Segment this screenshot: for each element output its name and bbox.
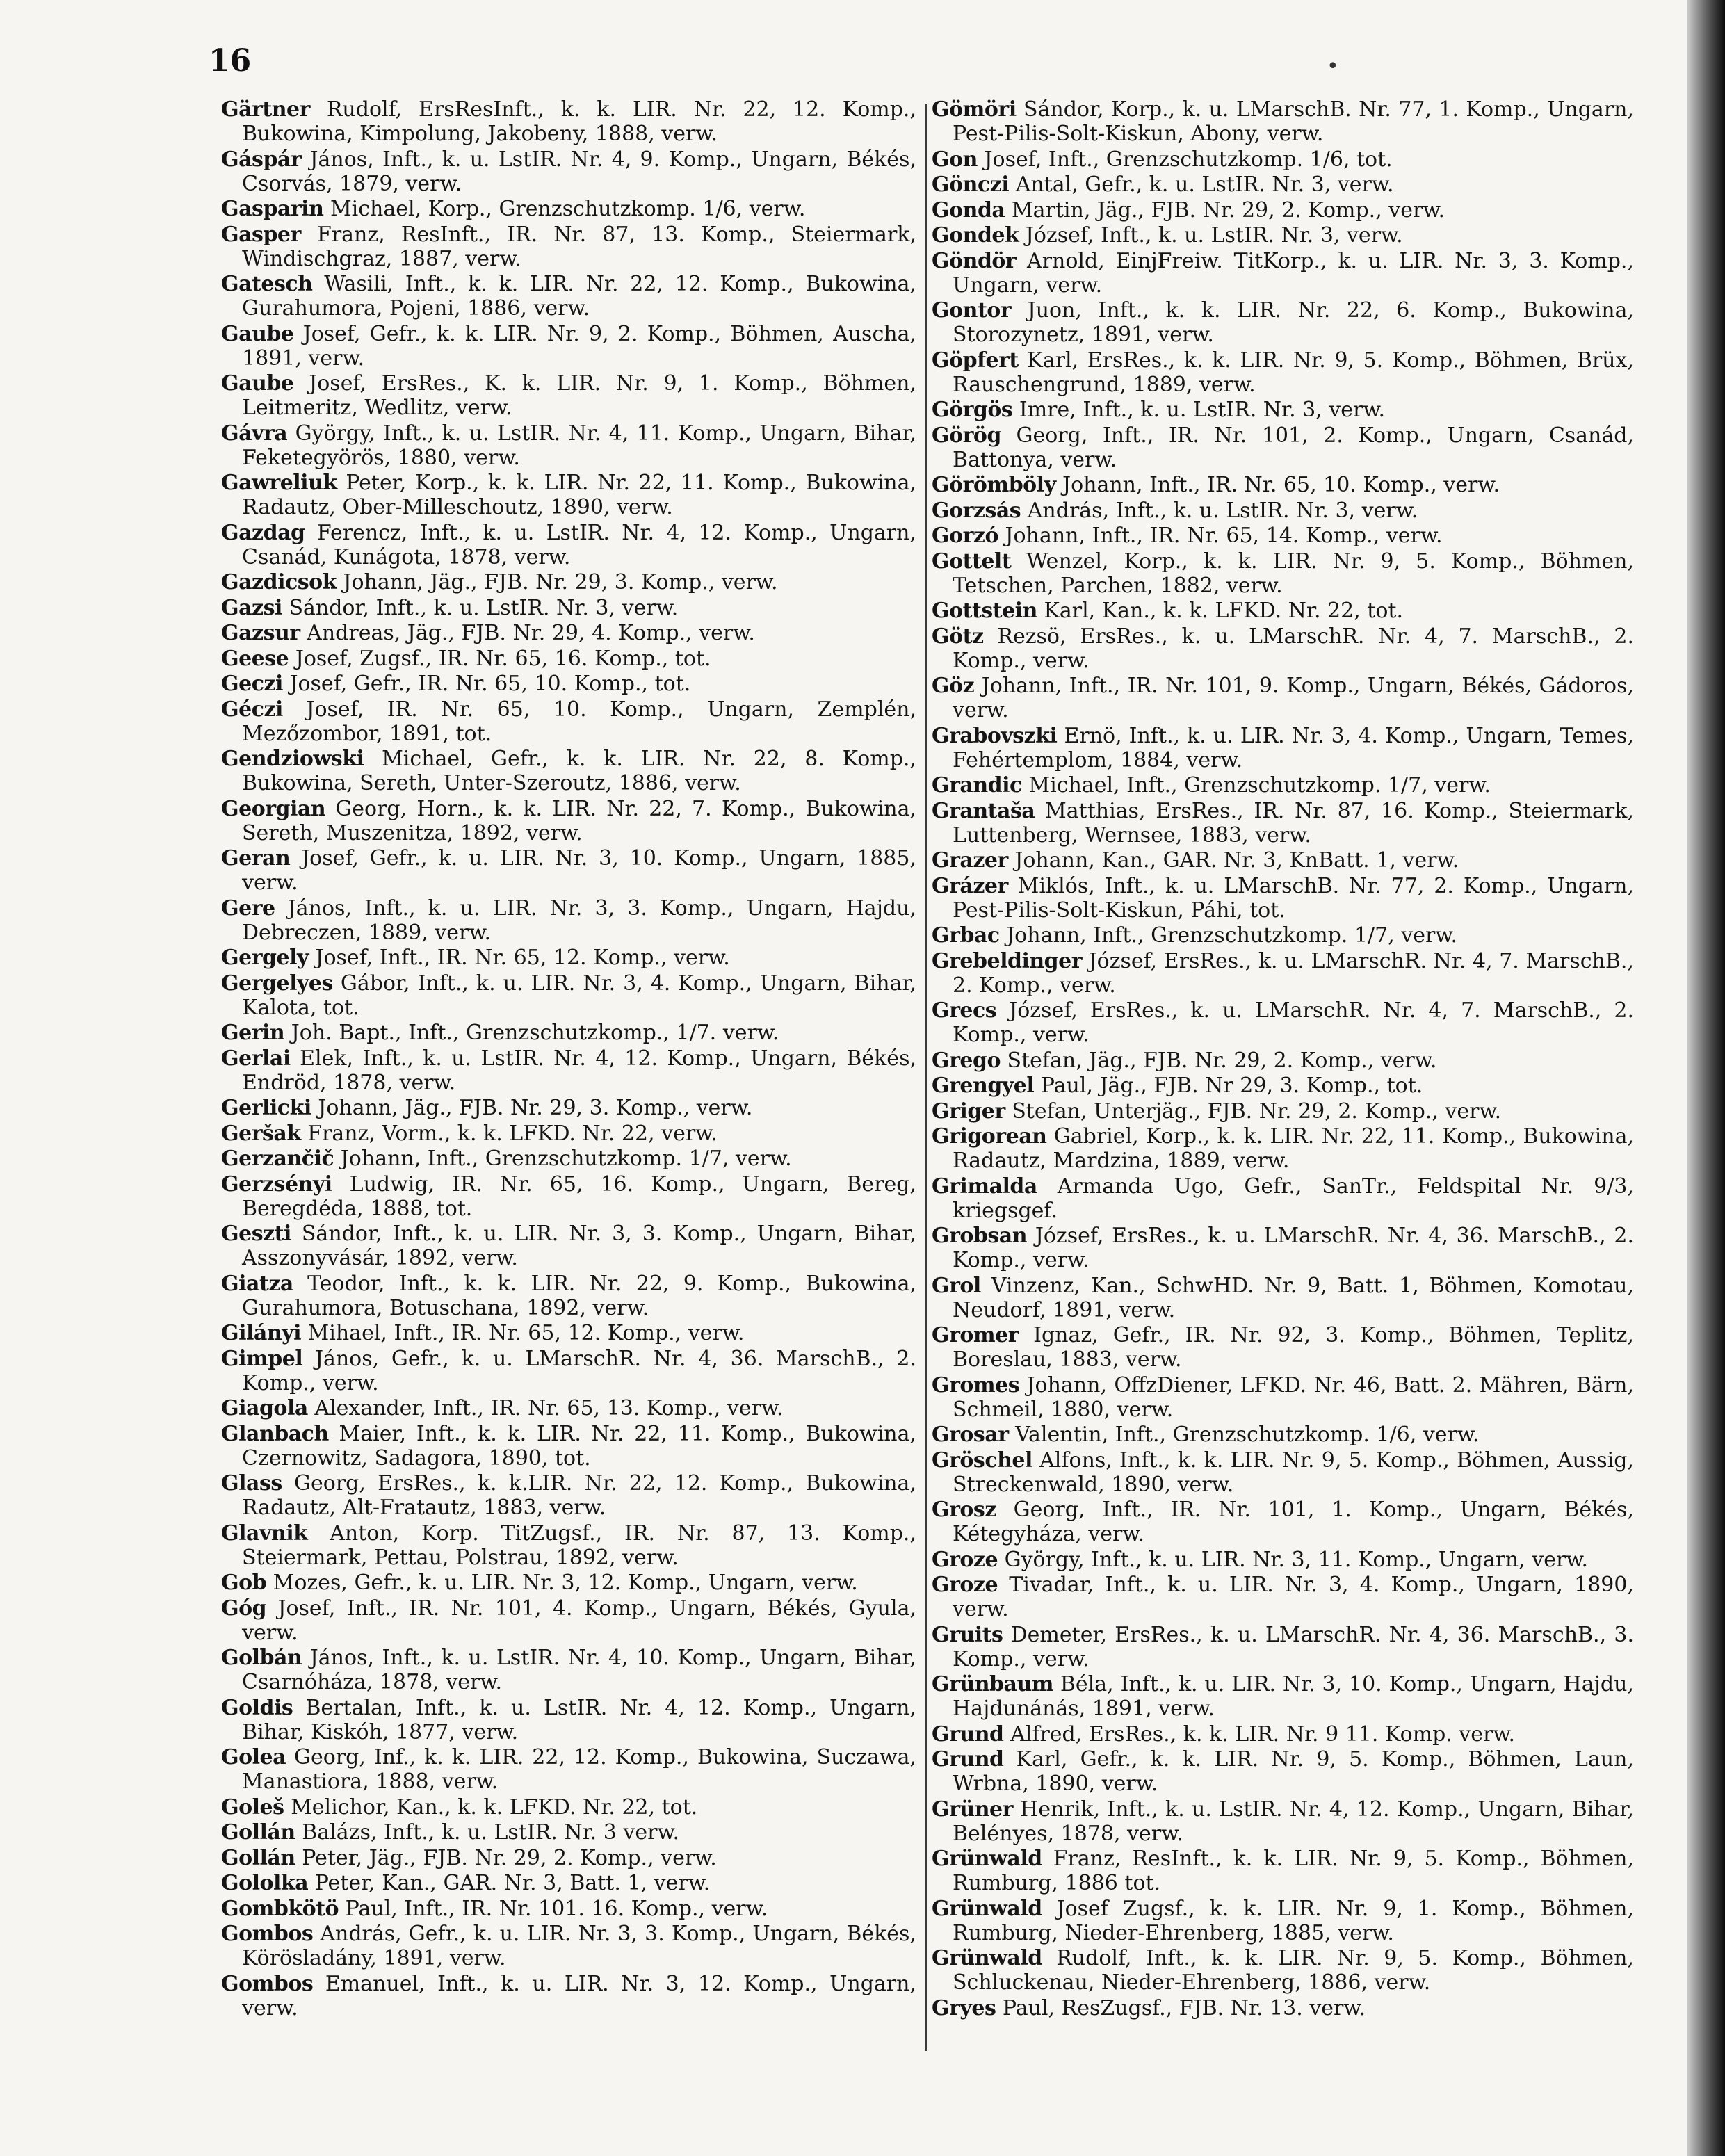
register-entry — [932, 147, 1634, 172]
register-entry — [221, 1321, 916, 1345]
register-entry — [932, 1124, 1634, 1173]
entry-details: Johann, Jäg., FJB. Nr. 29, 3. Komp., verw. — [318, 1096, 753, 1120]
entry-surname: Gottelt — [932, 549, 1012, 574]
entry-details: Paul, Inft., IR. Nr. 101. 16. Komp., verw. — [345, 1896, 768, 1921]
entry-surname: Gazdicsok — [221, 570, 337, 594]
entry-surname: Gergely — [221, 946, 309, 970]
entry-surname: Gönczi — [932, 172, 1010, 197]
register-entry — [932, 998, 1634, 1047]
entry-surname: Gávra — [221, 421, 288, 446]
entry-surname: Grobsan — [932, 1224, 1028, 1248]
register-entry — [932, 1099, 1634, 1124]
entry-details: Josef, Inft., IR. Nr. 65, 12. Komp., verw. — [315, 946, 730, 970]
right-column — [932, 97, 1634, 2021]
register-entry — [932, 1423, 1634, 1447]
register-entry — [932, 1847, 1634, 1895]
entry-surname: Gilányi — [221, 1321, 301, 1345]
left-column — [221, 97, 916, 2021]
register-entry — [221, 1745, 916, 1794]
register-entry — [932, 97, 1634, 146]
entry-details: Sándor, Inft., k. u. LIR. Nr. 3, 3. Komp., Ungarn, Bihar, Asszonyvásár, 1892, verw. — [242, 1222, 916, 1270]
entry-details: Imre, Inft., k. u. LstIR. Nr. 3, verw. — [1019, 398, 1386, 422]
register-entry — [932, 923, 1634, 948]
entry-surname: Gombos — [221, 1922, 314, 1946]
entry-surname: Gerzančič — [221, 1146, 334, 1171]
entry-surname: Grünwald — [932, 1847, 1042, 1871]
entry-details: Josef, Zugsf., IR. Nr. 65, 16. Komp., tot. — [295, 646, 711, 671]
entry-surname: Groze — [932, 1573, 998, 1597]
entry-details: János, Gefr., k. u. LMarschR. Nr. 4, 36. MarschB., 2. Komp., verw. — [242, 1346, 916, 1395]
entry-surname: Grego — [932, 1048, 1001, 1073]
entry-details: Rezsö, ErsRes., k. u. LMarschR. Nr. 4, 7. MarschB., 2. Komp., verw. — [953, 624, 1634, 673]
entry-surname: Giatza — [221, 1271, 293, 1296]
entry-details: Béla, Inft., k. u. LIR. Nr. 3, 10. Komp., Ungarn, Hajdu, Hajdunánás, 1891, verw. — [953, 1672, 1634, 1721]
entry-details: Johann, Inft., IR. Nr. 65, 10. Komp., verw. — [1062, 473, 1500, 497]
entry-details: Johann, Kan., GAR. Nr. 3, KnBatt. 1, verw. — [1014, 848, 1459, 873]
entry-surname: Gáspár — [221, 147, 302, 172]
register-entry — [221, 971, 916, 1020]
register-entry — [221, 896, 916, 945]
entry-surname: Gröschel — [932, 1448, 1032, 1473]
entry-details: Sándor, Korp., k. u. LMarschB. Nr. 77, 1. Komp., Ungarn, Pest-Pilis-Solt-Kiskun, Abony, verw. — [953, 97, 1634, 146]
entry-details: Miklós, Inft., k. u. LMarschB. Nr. 77, 2. Komp., Ungarn, Pest-Pilis-Solt-Kiskun, Páhi, tot. — [953, 873, 1634, 923]
entry-surname: Glanbach — [221, 1421, 329, 1446]
entry-surname: Gottstein — [932, 599, 1037, 623]
entry-details: Gabriel, Korp., k. k. LIR. Nr. 22, 11. Komp., Bukowina, Radautz, Mardzina, 1889, verw. — [953, 1124, 1634, 1173]
entry-details: Georg, Inft., IR. Nr. 101, 1. Komp., Ungarn, Békés, Kétegyháza, verw. — [953, 1498, 1634, 1546]
register-entry — [932, 1672, 1634, 1721]
register-entry — [221, 672, 916, 696]
entry-details: Arnold, EinjFreiw. TitKorp., k. u. LIR. Nr. 3, 3. Komp., Ungarn, verw. — [953, 248, 1634, 298]
entry-details: Vinzenz, Kan., SchwHD. Nr. 9, Batt. 1, Böhmen, Komotau, Neudorf, 1891, verw. — [953, 1273, 1634, 1322]
register-entry — [932, 1747, 1634, 1796]
register-entry — [932, 423, 1634, 472]
entry-details: Johann, OffzDiener, LFKD. Nr. 46, Batt. 2. Mähren, Bärn, Schmeil, 1880, verw. — [953, 1372, 1634, 1422]
entry-details: Johann, Inft., IR. Nr. 65, 14. Komp., verw. — [1005, 524, 1443, 548]
entry-surname: Geese — [221, 646, 289, 671]
entry-details: Josef, IR. Nr. 65, 10. Komp., Ungarn, Zemplén, Mezőzombor, 1891, tot. — [242, 697, 916, 746]
register-entry — [932, 724, 1634, 772]
entry-details: Balázs, Inft., k. u. LstIR. Nr. 3 verw. — [302, 1820, 680, 1845]
register-entry — [932, 1722, 1634, 1746]
entry-surname: Göpfert — [932, 348, 1019, 373]
entry-details: Emanuel, Inft., k. u. LIR. Nr. 3, 12. Komp., Ungarn, verw. — [242, 1971, 917, 2020]
register-entry — [221, 222, 916, 271]
entry-details: Johann, Inft., IR. Nr. 101, 9. Komp., Ungarn, Békés, Gádoros, verw. — [953, 674, 1635, 722]
register-entry — [932, 674, 1634, 722]
entry-surname: Grüner — [932, 1797, 1013, 1822]
entry-surname: Grázer — [932, 873, 1008, 898]
entry-details: Michael, Inft., Grenzschutzkomp. 1/7, verw. — [1028, 773, 1491, 797]
register-entry — [221, 471, 916, 519]
register-entry — [221, 596, 916, 620]
entry-surname: Gruits — [932, 1622, 1003, 1647]
register-entry — [932, 599, 1634, 623]
entry-surname: Groze — [932, 1547, 998, 1572]
page-number: 16 — [209, 43, 252, 79]
register-entry — [221, 1396, 916, 1420]
entry-details: József, ErsRes., k. u. LMarschR. Nr. 4, 7. MarschB., 2. Komp., verw. — [953, 998, 1634, 1047]
entry-details: Anton, Korp. TitZugsf., IR. Nr. 87, 13. Komp., Steiermark, Pettau, Polstrau, 1892, verw. — [242, 1521, 916, 1570]
register-entry — [221, 421, 916, 470]
register-entry — [221, 1696, 916, 1744]
entry-surname: Gasper — [221, 222, 301, 247]
register-entry — [221, 1121, 916, 1146]
scan-edge-shadow — [1687, 0, 1725, 2156]
entry-details: Franz, ResInft., IR. Nr. 87, 13. Komp., Steiermark, Windischgraz, 1887, verw. — [242, 222, 917, 271]
entry-surname: Grol — [932, 1273, 981, 1298]
register-entry — [932, 298, 1634, 347]
entry-surname: Glavnik — [221, 1521, 308, 1546]
entry-surname: Gendziowski — [221, 747, 364, 771]
register-entry — [932, 848, 1634, 873]
register-entry — [221, 1646, 916, 1694]
register-entry — [932, 874, 1634, 923]
entry-surname: Gazsur — [221, 621, 300, 645]
register-entry — [221, 322, 916, 371]
entry-details: Alfred, ErsRes., k. k. LIR. Nr. 9 11. Komp. verw. — [1010, 1721, 1516, 1746]
entry-surname: Grazer — [932, 848, 1008, 873]
register-entry — [932, 249, 1634, 298]
entry-details: József, ErsRes., k. u. LMarschR. Nr. 4, 7. MarschB., 2. Komp., verw. — [953, 948, 1634, 998]
register-entry — [221, 1422, 916, 1470]
register-entry — [932, 172, 1634, 197]
entry-surname: Grecs — [932, 998, 997, 1023]
entry-details: Alfons, Inft., k. k. LIR. Nr. 9, 5. Komp., Böhmen, Aussig, Streckenwald, 1890, verw. — [953, 1448, 1634, 1497]
register-entry — [221, 97, 916, 146]
entry-surname: Gere — [221, 895, 275, 921]
entry-surname: Görgös — [932, 398, 1013, 422]
entry-details: Michael, Gefr., k. k. LIR. Nr. 22, 8. Komp., Bukowina, Sereth, Unter-Szeroutz, 1886, verw. — [242, 747, 916, 795]
register-entry — [932, 1373, 1634, 1422]
entry-details: Rudolf, ErsResInft., k. k. LIR. Nr. 22, 12. Komp., Bukowina, Kimpolung, Jakobeny, 1888, verw. — [242, 97, 916, 146]
entry-details: János, Inft., k. u. LstIR. Nr. 4, 9. Komp., Ungarn, Békés, Csorvás, 1879, verw. — [242, 147, 916, 196]
entry-details: Tivadar, Inft., k. u. LIR. Nr. 3, 4. Komp., Ungarn, 1890, verw. — [953, 1573, 1634, 1621]
entry-surname: Geran — [221, 846, 291, 870]
register-entry — [932, 949, 1634, 998]
register-entry — [221, 1846, 916, 1870]
entry-surname: Gollán — [221, 1820, 295, 1845]
entry-surname: Golbán — [221, 1646, 302, 1670]
entry-details: Andreas, Jäg., FJB. Nr. 29, 4. Komp., verw. — [307, 621, 755, 645]
entry-surname: Grund — [932, 1747, 1004, 1772]
entry-surname: Géczi — [221, 697, 283, 722]
entry-surname: Gömöri — [932, 97, 1017, 122]
entry-details: Paul, Jäg., FJB. Nr 29, 3. Komp., tot. — [1040, 1073, 1423, 1098]
entry-surname: Gondek — [932, 223, 1019, 248]
entry-details: Franz, ResInft., k. k. LIR. Nr. 9, 5. Komp., Böhmen, Rumburg, 1886 tot. — [953, 1847, 1635, 1895]
entry-details: József, ErsRes., k. u. LMarschR. Nr. 4, 36. MarschB., 2. Komp., verw. — [953, 1224, 1634, 1272]
entry-details: Antal, Gefr., k. u. LstIR. Nr. 3, verw. — [1015, 172, 1394, 197]
entry-details: Ernö, Inft., k. u. LIR. Nr. 3, 4. Komp., Ungarn, Temes, Fehértemplom, 1884, verw. — [953, 723, 1634, 772]
register-entry — [932, 1224, 1634, 1272]
entry-surname: Gaube — [221, 321, 294, 346]
register-entry — [932, 1274, 1634, 1322]
register-entry — [932, 1323, 1634, 1372]
register-entry — [932, 624, 1634, 673]
register-entry — [221, 1871, 916, 1895]
register-entry — [932, 1548, 1634, 1572]
register-entry — [932, 1573, 1634, 1621]
register-entry — [932, 1946, 1634, 1995]
entry-surname: Gorzó — [932, 524, 998, 548]
entry-surname: Gerin — [221, 1021, 285, 1045]
entry-details: Matthias, ErsRes., IR. Nr. 87, 16. Komp., Steiermark, Luttenberg, Wernsee, 1883, verw. — [953, 798, 1634, 848]
register-entry — [221, 1347, 916, 1395]
entry-details: Josef, Gefr., k. u. LIR. Nr. 3, 10. Komp., Ungarn, 1885, verw. — [242, 846, 916, 895]
entry-surname: Grimalda — [932, 1174, 1037, 1199]
entry-details: Juon, Inft., k. k. LIR. Nr. 22, 6. Komp., Bukowina, Storozynetz, 1891, verw. — [953, 298, 1634, 347]
entry-surname: Göz — [932, 674, 975, 698]
entry-surname: Gontor — [932, 298, 1012, 323]
entry-details: Gábor, Inft., k. u. LIR. Nr. 3, 4. Komp., Ungarn, Bihar, Kalota, tot. — [242, 971, 916, 1020]
register-entry — [221, 1795, 916, 1819]
register-entry — [932, 1073, 1634, 1098]
scan-speck: • — [1327, 54, 1339, 79]
entry-details: János, Inft., k. u. LstIR. Nr. 4, 10. Komp., Ungarn, Bihar, Csarnóháza, 1878, verw. — [242, 1646, 916, 1694]
entry-details: Peter, Kan., GAR. Nr. 3, Batt. 1, verw. — [314, 1871, 711, 1895]
register-entry — [221, 1272, 916, 1320]
register-entry — [221, 1922, 916, 1970]
register-entry — [221, 1046, 916, 1095]
entry-surname: Gärtner — [221, 97, 310, 122]
entry-details: Johann, Jäg., FJB. Nr. 29, 3. Komp., verw. — [343, 570, 778, 594]
entry-surname: Grünwald — [932, 1896, 1042, 1921]
register-entry — [932, 1174, 1634, 1223]
entry-surname: Gerlicki — [221, 1096, 311, 1120]
entry-surname: Görög — [932, 423, 1001, 448]
entry-surname: Giagola — [221, 1396, 308, 1420]
entry-details: János, Inft., k. u. LIR. Nr. 3, 3. Komp., Ungarn, Hajdu, Debreczen, 1889, verw. — [242, 895, 916, 945]
register-entry — [221, 1596, 916, 1645]
entry-details: Rudolf, Inft., k. k. LIR. Nr. 9, 5. Komp., Böhmen, Schluckenau, Nieder-Ehrenberg, 1886, verw. — [953, 1946, 1634, 1995]
register-entry — [221, 1820, 916, 1845]
entry-details: Sándor, Inft., k. u. LstIR. Nr. 3, verw. — [289, 595, 679, 620]
register-entry — [932, 524, 1634, 548]
entry-surname: Grandic — [932, 773, 1022, 797]
register-entry — [932, 549, 1634, 598]
entry-surname: Gimpel — [221, 1346, 303, 1371]
entry-details: Mihael, Inft., IR. Nr. 65, 12. Komp., verw. — [307, 1321, 745, 1345]
entry-surname: Gombkötö — [221, 1896, 339, 1921]
entry-details: Peter, Jäg., FJB. Nr. 29, 2. Komp., verw. — [302, 1845, 717, 1870]
register-entry — [221, 1471, 916, 1520]
entry-surname: Goldis — [221, 1695, 293, 1720]
entry-surname: Goleš — [221, 1794, 284, 1819]
entry-surname: Grigorean — [932, 1124, 1047, 1149]
entry-details: Demeter, ErsRes., k. u. LMarschR. Nr. 4, 36. MarschB., 3. Komp., verw. — [953, 1622, 1634, 1671]
entry-surname: Gob — [221, 1571, 267, 1595]
register-entry — [932, 1498, 1634, 1546]
entry-surname: Grund — [932, 1721, 1004, 1746]
entry-details: Josef, Inft., IR. Nr. 101, 4. Komp., Ungarn, Békés, Gyula, verw. — [242, 1596, 916, 1645]
entry-details: Teodor, Inft., k. k. LIR. Nr. 22, 9. Komp., Bukowina, Gurahumora, Botuschana, 1892, verw. — [242, 1271, 916, 1320]
register-entry — [221, 371, 916, 420]
entry-surname: Gololka — [221, 1871, 309, 1895]
register-entry — [221, 797, 916, 845]
entry-surname: Gromer — [932, 1323, 1019, 1347]
register-entry — [221, 946, 916, 970]
entry-surname: Görömböly — [932, 473, 1056, 497]
register-entry — [932, 773, 1634, 797]
entry-surname: Grengyel — [932, 1073, 1035, 1098]
entry-surname: Grbac — [932, 923, 1000, 948]
entry-details: Michael, Korp., Grenzschutzkomp. 1/6, verw. — [330, 197, 806, 221]
entry-surname: Gombos — [221, 1971, 314, 1996]
entry-details: Ignaz, Gefr., IR. Nr. 92, 3. Komp., Böhmen, Teplitz, Boreslau, 1883, verw. — [953, 1323, 1634, 1372]
register-entry — [221, 521, 916, 569]
register-entry — [932, 198, 1634, 222]
entry-details: Wasili, Inft., k. k. LIR. Nr. 22, 12. Komp., Bukowina, Gurahumora, Pojeni, 1886, verw. — [242, 272, 916, 321]
register-entry — [932, 348, 1634, 397]
register-entry — [221, 621, 916, 645]
entry-details: Karl, ErsRes., k. k. LIR. Nr. 9, 5. Komp., Böhmen, Brüx, Rauschengrund, 1889, verw. — [953, 348, 1634, 397]
entry-details: Josef, Inft., Grenzschutzkomp. 1/6, tot. — [984, 147, 1393, 172]
register-entry — [221, 272, 916, 321]
entry-surname: Grebeldinger — [932, 948, 1083, 973]
register-entry — [221, 747, 916, 795]
entry-details: Elek, Inft., k. u. LstIR. Nr. 4, 12. Komp., Ungarn, Békés, Endröd, 1878, verw. — [242, 1046, 916, 1095]
register-entry — [221, 1972, 916, 2020]
entry-surname: Göndör — [932, 248, 1017, 273]
register-entry — [221, 846, 916, 895]
register-entry — [221, 1096, 916, 1120]
register-entry — [221, 1146, 916, 1171]
entry-surname: Gasparin — [221, 197, 324, 221]
entry-surname: Griger — [932, 1099, 1005, 1124]
entry-surname: Grosar — [932, 1423, 1009, 1447]
entry-details: Stefan, Unterjäg., FJB. Nr. 29, 2. Komp., verw. — [1012, 1099, 1502, 1124]
entry-surname: Götz — [932, 624, 984, 649]
register-entry — [221, 1222, 916, 1270]
register-entry — [932, 1623, 1634, 1671]
entry-details: Josef, Gefr., k. k. LIR. Nr. 9, 2. Komp., Böhmen, Auscha, 1891, verw. — [242, 321, 916, 371]
register-entry — [221, 697, 916, 746]
entry-surname: Geršak — [221, 1121, 301, 1146]
entry-surname: Gonda — [932, 197, 1005, 222]
entry-details: Stefan, Jäg., FJB. Nr. 29, 2. Komp., verw. — [1007, 1048, 1437, 1073]
register-entry — [932, 1448, 1634, 1497]
entry-details: Johann, Inft., Grenzschutzkomp. 1/7, verw. — [340, 1146, 792, 1171]
entry-details: Josef Zugsf., k. k. LIR. Nr. 9, 1. Komp., Böhmen, Rumburg, Nieder-Ehrenberg, 1885, verw. — [953, 1896, 1634, 1945]
entry-surname: Gorzsás — [932, 498, 1021, 523]
register-entry — [221, 570, 916, 594]
entry-surname: Grosz — [932, 1498, 996, 1522]
entry-details: András, Inft., k. u. LstIR. Nr. 3, verw. — [1027, 498, 1418, 523]
register-entry — [221, 647, 916, 671]
register-entry — [221, 147, 916, 196]
entry-surname: Gromes — [932, 1372, 1020, 1397]
register-entry — [221, 1521, 916, 1570]
entry-details: Maier, Inft., k. k. LIR. Nr. 22, 11. Komp., Bukowina, Czernowitz, Sadagora, 1890, tot. — [242, 1421, 916, 1470]
entry-details: Mozes, Gefr., k. u. LIR. Nr. 3, 12. Komp., Ungarn, verw. — [273, 1571, 858, 1595]
entry-details: Georg, Inf., k. k. LIR. 22, 12. Komp., Bukowina, Suczawa, Manastiora, 1888, verw. — [242, 1745, 916, 1794]
entry-details: Georg, Inft., IR. Nr. 101, 2. Komp., Ungarn, Csanád, Battonya, verw. — [953, 423, 1634, 472]
entry-details: Henrik, Inft., k. u. LstIR. Nr. 4, 12. Komp., Ungarn, Bihar, Belényes, 1878, verw. — [953, 1797, 1634, 1846]
register-entry — [932, 1048, 1634, 1073]
entry-surname: Grantaša — [932, 798, 1035, 823]
entry-surname: Grabovszki — [932, 723, 1058, 748]
entry-surname: Georgian — [221, 796, 326, 821]
register-entry — [932, 799, 1634, 848]
entry-details: Armanda Ugo, Gefr., SanTr., Feldspital Nr. 9/3, kriegsgef. — [953, 1174, 1634, 1223]
entry-surname: Gazdag — [221, 520, 305, 545]
entry-details: Ludwig, IR. Nr. 65, 16. Komp., Ungarn, Bereg, Beregdéda, 1888, tot. — [242, 1172, 916, 1221]
register-entry — [932, 499, 1634, 523]
entry-surname: Grünwald — [932, 1946, 1042, 1970]
entry-details: Melichor, Kan., k. k. LFKD. Nr. 22, tot. — [291, 1794, 698, 1819]
register-entry — [221, 1172, 916, 1221]
entry-surname: Gon — [932, 147, 978, 172]
entry-details: Josef, Gefr., IR. Nr. 65, 10. Komp., tot. — [289, 672, 691, 696]
entry-surname: Gazsi — [221, 595, 282, 620]
entry-details: Bertalan, Inft., k. u. LstIR. Nr. 4, 12. Komp., Ungarn, Bihar, Kiskóh, 1877, verw. — [242, 1695, 916, 1744]
entry-details: Karl, Gefr., k. k. LIR. Nr. 9, 5. Komp., Böhmen, Laun, Wrbna, 1890, verw. — [953, 1747, 1634, 1796]
entry-details: Paul, ResZugsf., FJB. Nr. 13. verw. — [1002, 1995, 1366, 2020]
entry-surname: Gatesch — [221, 272, 313, 296]
entry-details: Alexander, Inft., IR. Nr. 65, 13. Komp., verw. — [314, 1396, 784, 1420]
entry-details: Ferencz, Inft., k. u. LstIR. Nr. 4, 12. Komp., Ungarn, Csanád, Kunágota, 1878, verw. — [242, 520, 916, 569]
entry-surname: Grünbaum — [932, 1672, 1054, 1696]
entry-surname: Gerlai — [221, 1046, 291, 1071]
entry-surname: Góg — [221, 1596, 267, 1621]
entry-details: Franz, Vorm., k. k. LFKD. Nr. 22, verw. — [307, 1121, 718, 1146]
entry-details: György, Inft., k. u. LIR. Nr. 3, 11. Komp., Ungarn, verw. — [1004, 1547, 1589, 1572]
entry-details: András, Gefr., k. u. LIR. Nr. 3, 3. Komp., Ungarn, Békés, Körösladány, 1891, verw. — [242, 1922, 916, 1970]
entry-details: Karl, Kan., k. k. LFKD. Nr. 22, tot. — [1044, 599, 1403, 623]
entry-surname: Geszti — [221, 1222, 291, 1246]
entry-details: Johann, Inft., Grenzschutzkomp. 1/7, verw. — [1006, 923, 1458, 948]
entry-surname: Gaube — [221, 371, 294, 396]
entry-surname: Gerzsényi — [221, 1172, 332, 1197]
entry-surname: Glass — [221, 1471, 282, 1496]
register-entry — [932, 473, 1634, 497]
column-divider — [925, 104, 927, 2051]
register-entry — [932, 223, 1634, 248]
entry-details: Joh. Bapt., Inft., Grenzschutzkomp., 1/7. verw. — [291, 1021, 779, 1045]
entry-surname: Geczi — [221, 672, 283, 696]
register-entry — [221, 1571, 916, 1595]
entry-details: György, Inft., k. u. LstIR. Nr. 4, 11. Komp., Ungarn, Bihar, Feketegyörös, 1880, verw. — [242, 421, 916, 470]
entry-details: Georg, Horn., k. k. LIR. Nr. 22, 7. Komp., Bukowina, Sereth, Muszenitza, 1892, verw. — [242, 796, 916, 845]
entry-details: Valentin, Inft., Grenzschutzkomp. 1/6, verw. — [1015, 1423, 1480, 1447]
entry-details: József, Inft., k. u. LstIR. Nr. 3, verw. — [1025, 223, 1403, 248]
entry-details: Peter, Korp., k. k. LIR. Nr. 22, 11. Komp., Bukowina, Radautz, Ober-Milleschoutz, 1890, verw. — [242, 471, 916, 519]
entry-surname: Gryes — [932, 1995, 996, 2020]
entry-details: Georg, ErsRes., k. k.LIR. Nr. 22, 12. Komp., Bukowina, Radautz, Alt-Fratautz, 1883, verw. — [242, 1471, 916, 1520]
register-entry — [932, 1996, 1634, 2020]
entry-surname: Gergelyes — [221, 971, 333, 996]
entry-surname: Gawreliuk — [221, 471, 337, 495]
entry-details: Martin, Jäg., FJB. Nr. 29, 2. Komp., verw. — [1011, 197, 1445, 222]
register-entry — [221, 1021, 916, 1045]
register-entry — [932, 1797, 1634, 1846]
register-entry — [932, 1897, 1634, 1945]
register-entry — [932, 398, 1634, 422]
register-entry — [221, 197, 916, 221]
entry-surname: Gollán — [221, 1845, 295, 1870]
entry-details: Wenzel, Korp., k. k. LIR. Nr. 9, 5. Komp., Böhmen, Tetschen, Parchen, 1882, verw. — [953, 549, 1634, 598]
register-entry — [221, 1897, 916, 1921]
entry-details: Josef, ErsRes., K. k. LIR. Nr. 9, 1. Komp., Böhmen, Leitmeritz, Wedlitz, verw. — [242, 371, 916, 420]
entry-surname: Golea — [221, 1745, 286, 1769]
